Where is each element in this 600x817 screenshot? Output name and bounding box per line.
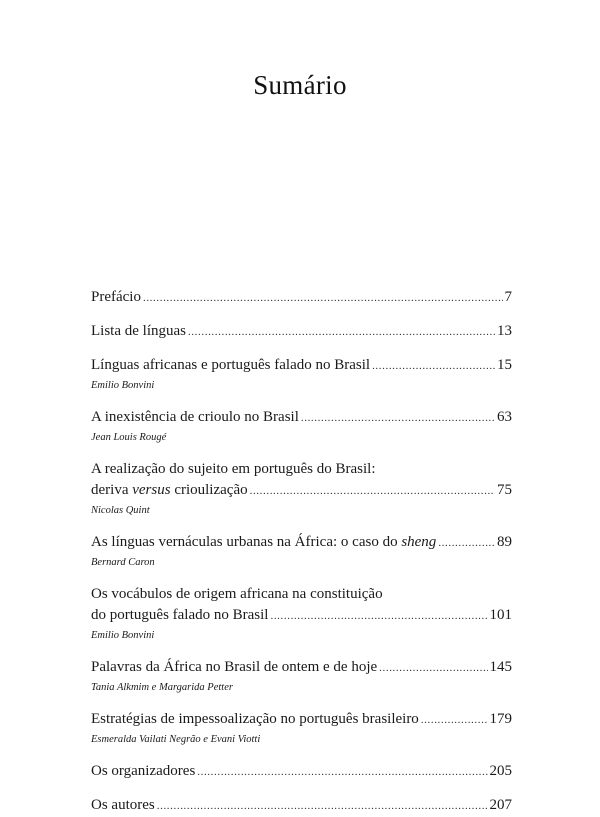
page-title: Sumário bbox=[253, 70, 347, 100]
toc-entry-title bbox=[91, 532, 436, 553]
toc-entry-linguas-vernaculas bbox=[91, 532, 512, 570]
toc-entry-page: 89 bbox=[497, 534, 512, 550]
title-italic-word: sheng bbox=[401, 534, 437, 550]
dot-leader bbox=[270, 606, 487, 627]
toc-entry-lista-de-linguas bbox=[91, 321, 512, 343]
toc-entry-title-line2 bbox=[91, 480, 248, 501]
toc-entry-organizadores bbox=[91, 761, 512, 783]
toc-entry-page: 207 bbox=[489, 797, 512, 813]
toc-entry-author: Emilio Bonvini bbox=[91, 380, 155, 391]
toc-entry-title: Estratégias de impessoalização no português brasileiro bbox=[91, 711, 419, 727]
toc-entry-title-line2: do português falado no Brasil bbox=[91, 607, 269, 623]
toc-entry-author: Nicolas Quint bbox=[91, 505, 150, 516]
dot-leader bbox=[250, 481, 495, 502]
dot-leader bbox=[301, 408, 495, 429]
title-italic-word: versus bbox=[132, 482, 171, 498]
toc-entry-palavras-da-africa bbox=[91, 657, 512, 695]
dot-leader bbox=[379, 658, 487, 679]
toc-entry-page: 63 bbox=[497, 409, 512, 425]
toc-entry-page: 179 bbox=[489, 711, 512, 727]
toc-entry-page: 75 bbox=[497, 482, 512, 498]
dot-leader bbox=[143, 288, 503, 309]
toc-entry-linguas-africanas bbox=[91, 355, 512, 393]
toc-entry-prefacio bbox=[91, 287, 512, 309]
toc-entry-page: 15 bbox=[497, 357, 512, 373]
toc-entry-estrategias-impessoalizacao bbox=[91, 709, 512, 747]
toc-entry-author: Emilio Bonvini bbox=[91, 630, 155, 641]
toc-entry-autores bbox=[91, 795, 512, 817]
dot-leader bbox=[421, 710, 488, 731]
toc-entry-title-line1: A realização do sujeito em português do Brasil: bbox=[91, 461, 376, 477]
toc-entry-realizacao-sujeito bbox=[91, 459, 512, 518]
toc-entry-title: Os organizadores bbox=[91, 763, 196, 779]
dot-leader bbox=[157, 796, 488, 817]
toc-entry-title: Palavras da África no Brasil de ontem e de hoje bbox=[91, 659, 378, 675]
toc-entry-inexistencia-crioulo bbox=[91, 407, 512, 445]
dot-leader bbox=[438, 533, 495, 554]
toc-entry-author: Tania Alkmim e Margarida Petter bbox=[91, 682, 233, 693]
dot-leader bbox=[372, 356, 495, 377]
toc-entry-title-line1: Os vocábulos de origem africana na constituição bbox=[91, 586, 383, 602]
toc-entry-title: Prefácio bbox=[91, 289, 141, 305]
toc-entry-title: Línguas africanas e português falado no Brasil bbox=[91, 357, 371, 373]
toc-entry-title: Lista de línguas bbox=[91, 323, 186, 339]
toc-entry-page: 101 bbox=[489, 607, 512, 623]
toc-entry-vocabulos-origem-africana bbox=[91, 584, 512, 643]
toc-entry-author: Jean Louis Rougé bbox=[91, 432, 167, 443]
dot-leader bbox=[197, 762, 487, 783]
toc-entry-page: 13 bbox=[497, 323, 512, 339]
toc-entry-title: Os autores bbox=[91, 797, 155, 813]
title-text: As línguas vernáculas urbanas na África: o caso do bbox=[91, 534, 402, 550]
toc-entry-page: 205 bbox=[489, 763, 512, 779]
title-text: deriva bbox=[91, 482, 133, 498]
toc-entry-author: Esmeralda Vailati Negrão e Evani Viotti bbox=[91, 734, 261, 745]
title-text: crioulização bbox=[170, 482, 248, 498]
toc-entry-title: A inexistência de crioulo no Brasil bbox=[91, 409, 299, 425]
toc-entry-page: 7 bbox=[504, 289, 512, 305]
table-of-contents bbox=[91, 287, 512, 817]
toc-entry-page: 145 bbox=[489, 659, 512, 675]
toc-entry-author: Bernard Caron bbox=[91, 557, 155, 568]
dot-leader bbox=[188, 322, 495, 343]
